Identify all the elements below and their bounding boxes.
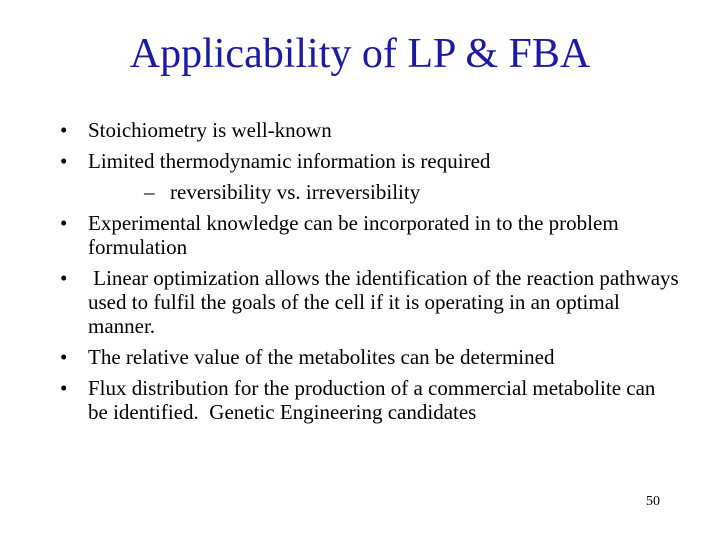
- bullet-item: [60, 211, 680, 259]
- slide-title: Applicability of LP & FBA: [129, 31, 591, 77]
- bullet-text: Experimental knowledge can be incorporated in to the problem formulation: [88, 211, 619, 259]
- page-number: 50: [646, 494, 660, 509]
- bullet-list: [60, 118, 684, 431]
- bullet-item: [60, 376, 680, 424]
- sub-bullet-item: [88, 180, 680, 204]
- bullet-text: Stoichiometry is well-known: [88, 118, 332, 142]
- bullet-item: [60, 345, 680, 369]
- sub-bullet-text: reversibility vs. irreversibility: [170, 180, 421, 204]
- bullet-text: The relative value of the metabolites can be determined: [88, 345, 555, 369]
- bullet-item: [60, 118, 680, 142]
- bullet-icon: •: [60, 118, 68, 142]
- bullet-item: [60, 266, 684, 338]
- bullet-text: Linear optimization allows the identification of the reaction pathways used to fulfil the goals of the cell if it is operating in an optimal manner.: [88, 266, 684, 338]
- dash-icon: –: [144, 180, 155, 204]
- bullet-icon: •: [60, 149, 68, 173]
- bullet-icon: •: [60, 266, 68, 290]
- bullet-text: Limited thermodynamic information is required: [88, 149, 491, 173]
- bullet-icon: •: [60, 345, 68, 369]
- bullet-icon: •: [60, 211, 68, 235]
- bullet-icon: •: [60, 376, 68, 400]
- bullet-item: [60, 149, 680, 204]
- bullet-text: Flux distribution for the production of a commercial metabolite can be identified. Genetic Engineering candidates: [88, 376, 661, 424]
